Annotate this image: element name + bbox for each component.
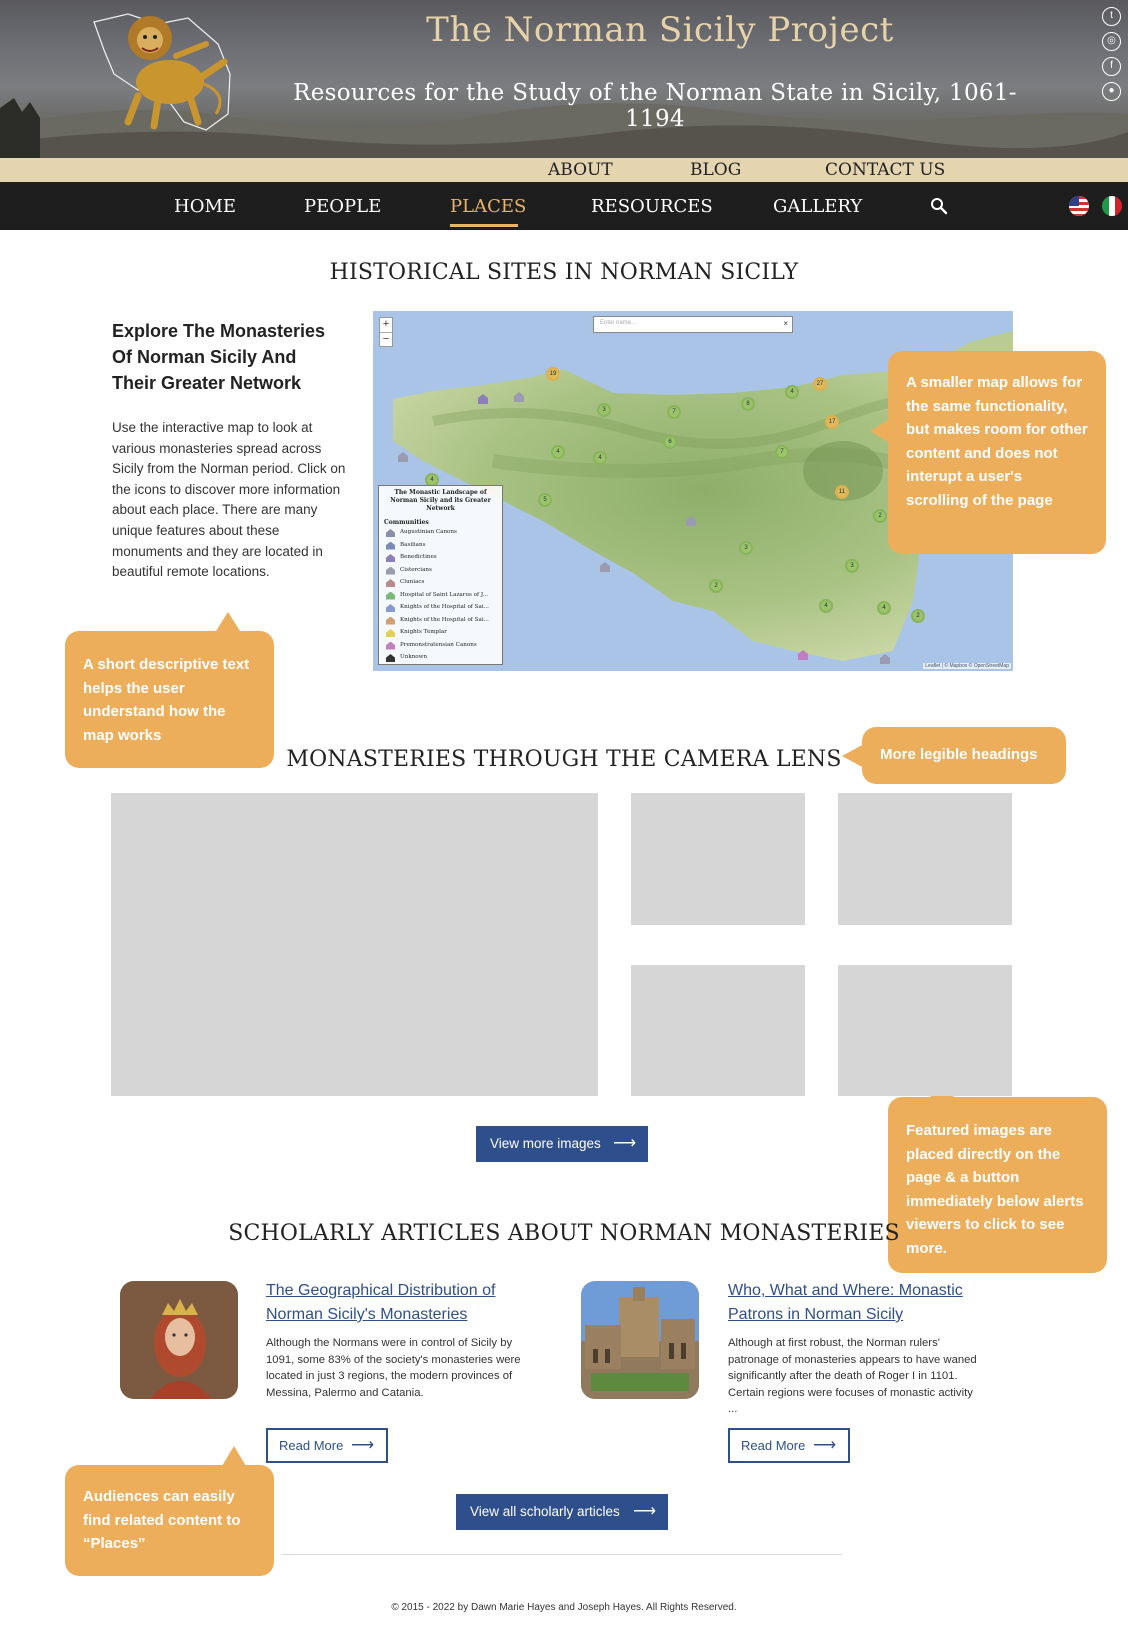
zoom-in-button[interactable]: + — [382, 318, 390, 330]
view-more-images-label: View more images — [490, 1136, 601, 1151]
legend-item — [384, 539, 497, 552]
article-excerpt: Although the Normans were in control of Sicily by 1091, some 83% of the society's monasteries were located in just 3 regions, the modern provinces of Messina, Palermo and Catania. — [266, 1337, 521, 1399]
legend-item — [384, 576, 497, 589]
article-thumbnail-cloister[interactable] — [581, 1281, 699, 1399]
arrow-right-icon: ⟶ — [613, 1135, 636, 1152]
callout-map-tail — [870, 420, 888, 442]
legend-heading: Communities — [384, 519, 429, 526]
map-cluster[interactable]: 8 — [741, 397, 755, 411]
twitter-icon[interactable]: t — [1102, 7, 1121, 26]
legend-item-label: Knights of the Hospital of Sai... — [400, 616, 489, 623]
monastery-legend-icon — [386, 654, 395, 662]
monastery-legend-icon — [386, 579, 395, 587]
search-icon[interactable] — [930, 197, 948, 215]
gallery-heading: MONASTERIES THROUGH THE CAMERA LENS — [286, 747, 842, 772]
instagram-icon[interactable]: ◎ — [1102, 32, 1121, 51]
map-cluster[interactable]: 2 — [873, 509, 887, 523]
legend-item-label: Hospital of Saint Lazarus of J... — [400, 591, 489, 598]
monastery-legend-icon — [386, 604, 395, 612]
legend-item-label: Knights Templar — [400, 629, 447, 635]
main-nav — [0, 182, 1128, 230]
map-cluster[interactable]: 5 — [538, 493, 552, 507]
map-cluster[interactable]: 7 — [667, 405, 681, 419]
article-excerpt: Although at first robust, the Norman rulers' patronage of monasteries appears to have waned significantly after the death of Roger I in 1101. Certain regions were focuses of monastic activity ... — [728, 1337, 977, 1416]
site-title[interactable]: The Norman Sicily Project — [426, 10, 894, 50]
monastery-legend-icon — [386, 617, 395, 625]
arrow-right-icon: ⟶ — [633, 1503, 656, 1520]
monastery-legend-icon — [386, 642, 395, 650]
map-cluster[interactable]: 3 — [739, 541, 753, 555]
footer-copyright: © 2015 - 2022 by Dawn Marie Hayes and Joseph Hayes. All Rights Reserved. — [391, 1602, 737, 1613]
legend-item — [384, 551, 497, 564]
legend-item — [384, 589, 497, 602]
gallery-image[interactable] — [838, 793, 1012, 925]
gallery-image[interactable] — [631, 793, 805, 925]
gallery-image-large[interactable] — [111, 793, 598, 1096]
monastery-legend-icon — [386, 629, 395, 637]
read-more-label: Read More — [741, 1438, 806, 1453]
secondary-nav — [0, 158, 1128, 182]
map-cluster[interactable]: 4 — [785, 385, 799, 399]
nav-places[interactable]: PLACES — [450, 196, 527, 217]
callout-text: A short descriptive text helps the user understand how the map works — [65, 631, 274, 768]
english-flag-icon[interactable] — [1069, 196, 1089, 216]
map-cluster[interactable]: 4 — [877, 601, 891, 615]
legend-item-label: Augustinian Canons — [400, 529, 457, 535]
monastery-marker-icon[interactable] — [797, 649, 809, 661]
callout-map: A smaller map allows for the same functionality, but makes room for other content and does not interupt a user's scrolling of the page — [888, 351, 1106, 554]
legend-item-label: Benedictines — [400, 554, 437, 560]
nav-home[interactable]: HOME — [174, 196, 237, 217]
site-subtitle: Resources for the Study of the Norman State in Sicily, 1061-1194 — [293, 80, 1017, 132]
legend-item — [384, 651, 497, 664]
monastery-legend-icon — [386, 554, 395, 562]
intro-text: Use the interactive map to look at various monasteries spread across Sicily from the Norman period. Click on the icons to discover more information about each place. There are many unique features about these monuments and they are located in beautiful remote locations. — [112, 420, 346, 580]
map-cluster[interactable]: 3 — [597, 403, 611, 417]
arrow-right-icon: ⟶ — [351, 1437, 374, 1454]
map-cluster[interactable]: 3 — [845, 559, 859, 573]
map-cluster[interactable]: 4 — [551, 445, 565, 459]
map-attribution[interactable]: Leaflet | © Mapbox © OpenStreetMap — [925, 663, 1009, 669]
monastery-legend-icon — [386, 592, 395, 600]
callout-images: Featured images are placed directly on the page & a button immediately below alerts viewers to click to see more. — [888, 1097, 1107, 1273]
italian-flag-icon[interactable] — [1102, 196, 1122, 216]
legend-item — [384, 639, 497, 652]
legend-item-label: Knights of the Hospital of Sai... — [400, 604, 489, 610]
monastery-marker-icon[interactable] — [513, 391, 525, 403]
callout-text-tail — [216, 612, 240, 631]
map-cluster[interactable]: 7 — [775, 445, 789, 459]
map-cluster[interactable]: 19 — [546, 367, 560, 381]
articles-heading: SCHOLARLY ARTICLES ABOUT NORMAN MONASTERIES — [228, 1221, 900, 1246]
nav-blog[interactable]: BLOG — [690, 160, 742, 180]
gallery-image[interactable] — [631, 965, 805, 1096]
monastery-marker-icon[interactable] — [477, 393, 489, 405]
monastery-marker-icon[interactable] — [599, 561, 611, 573]
map-cluster[interactable]: 4 — [593, 451, 607, 465]
arrow-right-icon: ⟶ — [813, 1437, 836, 1454]
callout-related: Audiences can easily find related content to “Places” — [65, 1465, 274, 1576]
nav-resources[interactable]: RESOURCES — [591, 196, 713, 217]
callout-related-tail — [222, 1446, 246, 1466]
article-thumbnail-fresco[interactable] — [120, 1281, 238, 1399]
github-icon[interactable]: ● — [1102, 82, 1121, 101]
monastery-legend-icon — [386, 529, 395, 537]
view-all-articles-label: View all scholarly articles — [470, 1504, 620, 1519]
map-cluster[interactable]: 4 — [819, 599, 833, 613]
header-banner — [0, 0, 1128, 158]
map-cluster[interactable]: 2 — [709, 579, 723, 593]
map-search-clear-button[interactable]: × — [783, 319, 788, 328]
read-more-button[interactable] — [728, 1428, 850, 1463]
map-legend — [378, 485, 503, 665]
gallery-image[interactable] — [838, 965, 1012, 1096]
legend-title: The Monastic Landscape of Norman Sicily and its Greater Network — [390, 489, 491, 512]
nav-people[interactable]: PEOPLE — [304, 196, 382, 217]
footer-divider — [282, 1554, 842, 1555]
nav-gallery[interactable]: GALLERY — [773, 196, 863, 217]
legend-item — [384, 614, 497, 627]
legend-item-label: Premonstratensian Canons — [400, 641, 477, 648]
read-more-button[interactable] — [266, 1428, 388, 1463]
map-cluster[interactable]: 27 — [813, 377, 827, 391]
legend-item — [384, 626, 497, 639]
map-search-placeholder: Enter name... — [600, 320, 637, 326]
map-cluster[interactable]: 2 — [911, 609, 925, 623]
monastery-marker-icon[interactable] — [879, 653, 891, 665]
view-all-articles-button[interactable] — [456, 1494, 668, 1530]
facebook-icon[interactable]: f — [1102, 57, 1121, 76]
monastery-legend-icon — [386, 567, 395, 575]
legend-item-label: Unknown — [400, 654, 428, 660]
map-cluster[interactable]: 17 — [825, 415, 839, 429]
zoom-control — [379, 317, 393, 347]
map-search-input[interactable] — [593, 316, 793, 333]
article-title-link[interactable]: The Geographical Distribution of Norman Sicily's Monasteries — [266, 1282, 496, 1323]
legend-item — [384, 526, 497, 539]
lion-crest-logo — [88, 4, 238, 134]
legend-item — [384, 601, 497, 614]
nav-contact[interactable]: CONTACT US — [825, 160, 946, 180]
nav-about[interactable]: ABOUT — [548, 160, 613, 180]
active-nav-indicator — [450, 224, 518, 227]
callout-headings: More legible headings — [862, 727, 1066, 784]
zoom-out-button[interactable]: − — [380, 332, 392, 346]
legend-item-label: Cluniacs — [400, 579, 425, 585]
map-cluster[interactable]: 11 — [835, 485, 849, 499]
sites-heading: HISTORICAL SITES IN NORMAN SICILY — [329, 260, 799, 285]
monastery-marker-icon[interactable] — [685, 515, 697, 527]
view-more-images-button[interactable] — [476, 1126, 648, 1162]
map-cluster[interactable]: 6 — [663, 435, 677, 449]
map-cluster[interactable]: 4 — [425, 473, 439, 487]
legend-item-label: Basilians — [400, 541, 426, 548]
monastery-legend-icon — [386, 542, 395, 550]
read-more-label: Read More — [279, 1438, 344, 1453]
monastery-marker-icon[interactable] — [397, 451, 409, 463]
intro-title: Explore The Monasteries Of Norman Sicily And Their Greater Network — [112, 321, 326, 393]
legend-item-label: Cistercians — [400, 566, 432, 573]
legend-item — [384, 564, 497, 577]
article-title-link[interactable]: Who, What and Where: Monastic Patrons in Norman Sicily — [728, 1282, 963, 1323]
